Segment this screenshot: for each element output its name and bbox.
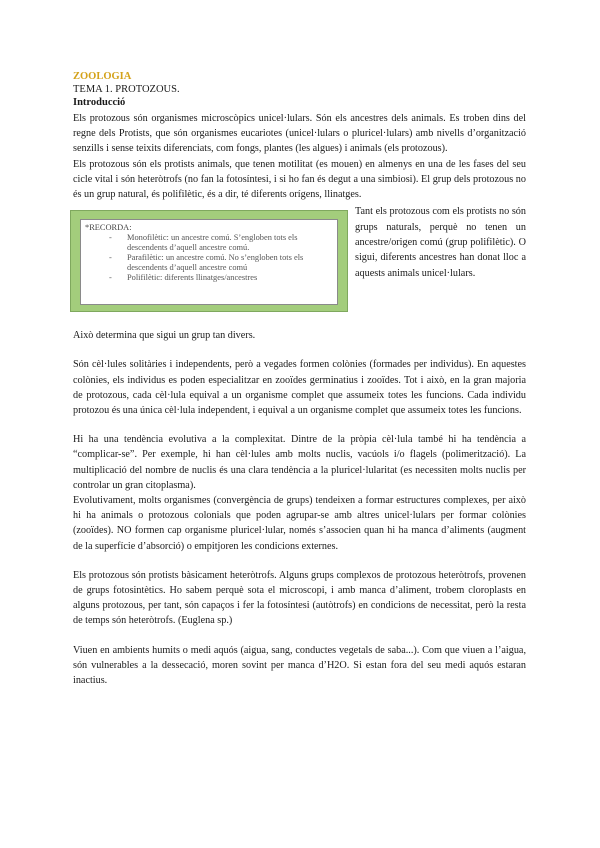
intro-paragraph-1: Els protozous són organismes microscòpics unicel·lulars. Són els ancestres dels animals. Es troben dins del regne dels Protists, que són organismes eucariotes (unicel·lulars o pluricel·lulars) amb nivells d’organització senzills i sense teixits diferenciats, com fongs, plantes (les algues) i animals (els protozous). — [73, 113, 526, 155]
document-page — [73, 70, 526, 688]
reminder-item-monophyletic — [109, 233, 327, 253]
paragraph-complexity: Hi ha una tendència evolutiva a la complexitat. Dintre de la pròpia cèl·lula també hi ha tendència a “complicar-se”. Per exemple, hi han cèl·lules amb molts nuclis, vacúols i/o flagels (polimerització). La multiplicació del nombre de nuclis és una clara tendència a la pluricel·lularitat (es necessiten molts nuclis per controlar un gran citoplasma). — [73, 434, 526, 491]
reminder-box — [70, 210, 348, 312]
paragraph-heterotrophs: Els protozous són protists bàsicament heteròtrofs. Alguns grups complexos de protozous heteròtrofs, provenen de grups fotosintètics. Ho sabem perquè sota el microscopi, i amb manca d’aliment, trobem cloroplasts en alguns protozous, per tant, són capaços i fer la fotosíntesi (autòtrofs) en condicions de necessitat, però la resta de temps són heteròtrofs. (Euglena sp.) — [73, 569, 526, 627]
bullet-dash: - — [109, 233, 112, 243]
reminder-item-text: Parafilètic: un ancestre comú. No s’engloben tots els descendents d’aquell ancestre comú — [127, 253, 304, 273]
reminder-item-paraphyletic — [109, 253, 327, 273]
reminder-item-text: Polifilètic: diferents llinatges/ancestres — [127, 273, 258, 283]
after-box-line: Això determina que sigui un grup tan divers. — [73, 330, 256, 342]
reminder-row — [73, 206, 526, 338]
paragraph-colonies: Són cèl·lules solitàries i independents, però a vegades formen colònies (formades per individus). En aquestes colònies, els individus es poden especialitzar en zooïdes germinatius i zooïdes. Tot i això, en la gran majoria de protozous, cada cèl·lula equival a un organisme complet que assumeix totes les funcions. Cada individu protozou és una única cèl·lula independent, i equival a un organisme complet que assumeix totes les funcions. — [73, 359, 526, 417]
bullet-dash: - — [109, 273, 112, 283]
reminder-item-polyphyletic — [109, 273, 327, 283]
reminder-item-text: Monofilètic: un ancestre comú. S’engloben tots els descendents d’aquell ancestre comú. — [127, 233, 298, 253]
intro-paragraph-2: Els protozous són els protists animals, que tenen motilitat (es mouen) en almenys en una de les fases del seu cicle vital i són heteròtrofs (no fan la fotosíntesi, i si ho fan és degut a una simbiosi). El grup dels protozous no és un grup natural, és polifilètic, és a dir, té diferents orígens, llinatges. — [73, 158, 526, 201]
reminder-heading: *RECORDA: — [85, 223, 132, 233]
topic-title: TEMA 1. PROTOZOUS. — [73, 84, 180, 95]
paragraph-convergence: Evolutivament, molts organismes (convergència de grups) tendeixen a formar estructures complexes, per això hi ha animals o protozous colonials que poden agrupar-se amb altres unicel·lulars per formar colònies (zooïdes). NO formen cap organisme pluricel·lular, només s’associen quan hi ha manca d’aliments (augment de la superfície d’absorció) o empitjoren les condicions externes. — [73, 495, 526, 552]
subject-title: ZOOLOGIA — [73, 71, 132, 82]
side-paragraph: Tant els protozous com els protists no són grups naturals, perquè no tenen un ancestre/origen comú (grup polifilètic). O sigui, diferents ancestres han donat lloc a aquests animals unicel·lulars. — [355, 206, 526, 279]
paragraph-habitat: Viuen en ambients humits o medi aquós (aigua, sang, conductes vegetals de saba...). Com que viuen a l’aigua, són vulnerables a la dessecació, moren sovint per manca d’H2O. Si estan fora del seu medi aquós estaran inactius. — [73, 644, 526, 687]
bullet-dash: - — [109, 253, 112, 263]
reminder-inner-box — [80, 219, 338, 305]
section-heading: Introducció — [73, 97, 126, 108]
side-text-column — [355, 204, 526, 281]
